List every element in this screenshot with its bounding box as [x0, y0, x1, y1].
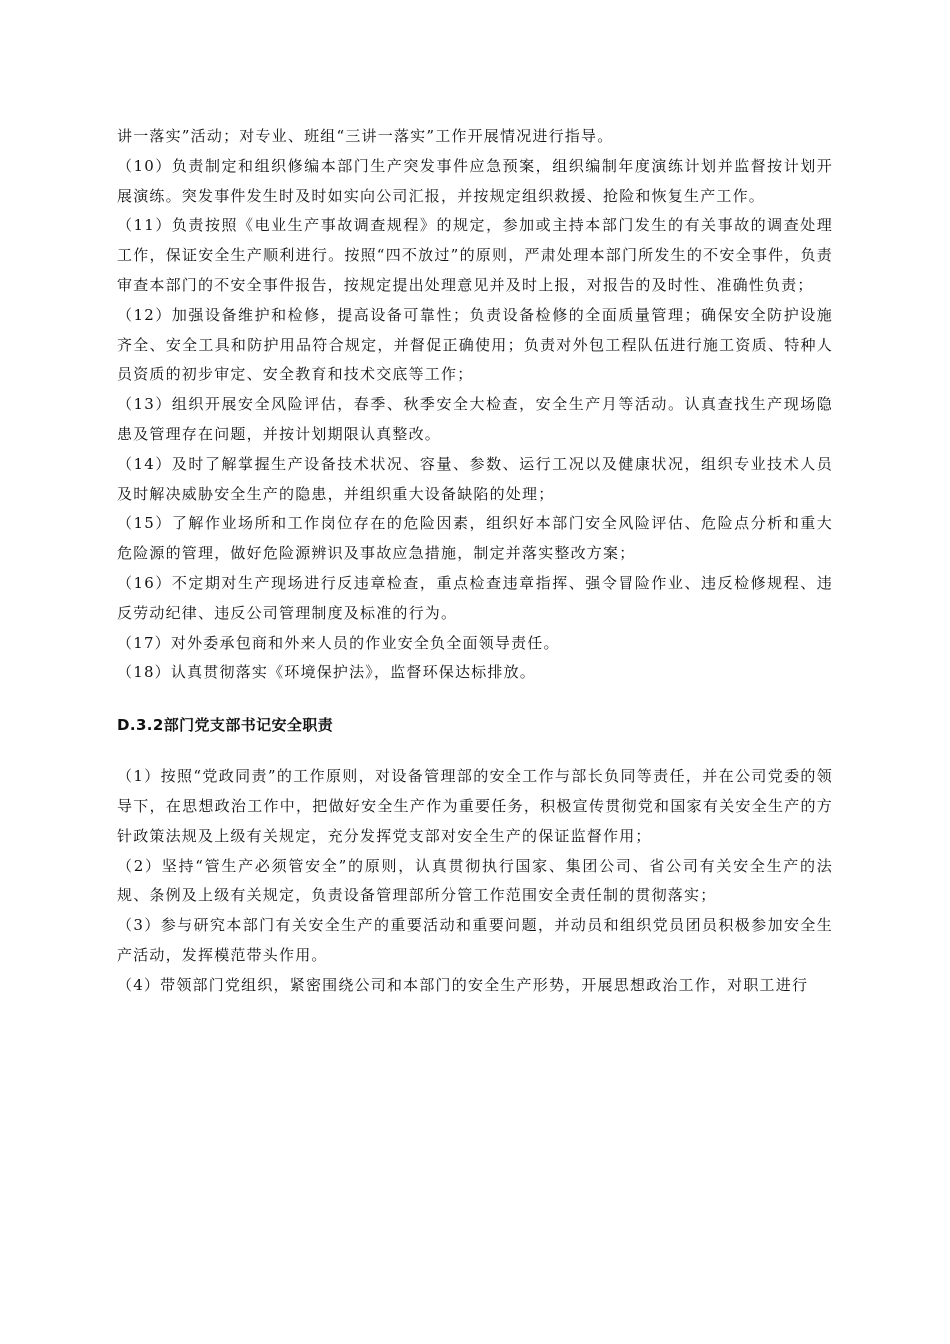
- paragraph-item-1: （1）按照“党政同责”的工作原则，对设备管理部的安全工作与部长负同等责任，并在公司党委的领导下，在思想政治工作中，把做好安全生产作为重要任务，积极宣传贯彻党和国家有关安全生产的方针政策法规及上级有关规定，充分发挥党支部对安全生产的保证监督作用；: [117, 767, 833, 845]
- paragraph-item-15: （15）了解作业场所和工作岗位存在的危险因素，组织好本部门安全风险评估、危险点分析和重大危险源的管理，做好危险源辨识及事故应急措施，制定并落实整改方案；: [117, 514, 833, 563]
- paragraph-item-4: （4）带领部门党组织，紧密围绕公司和本部门的安全生产形势，开展思想政治工作，对职工进行: [117, 975, 809, 994]
- paragraph-item-13: （13）组织开展安全风险评估，春季、秋季安全大检查，安全生产月等活动。认真查找生产现场隐患及管理存在问题，并按计划期限认真整改。: [117, 395, 833, 443]
- document-body: [117, 122, 833, 1001]
- paragraph-item-16: （16）不定期对生产现场进行反违章检查，重点检查违章指挥、强令冒险作业、违反检修规程、违反劳动纪律、违反公司管理制度及标准的行为。: [117, 573, 833, 622]
- paragraph-item-14: （14）及时了解掌握生产设备技术状况、容量、参数、运行工况以及健康状况，组织专业技术人员及时解决威胁安全生产的隐患，并组织重大设备缺陷的处理；: [117, 454, 833, 503]
- paragraph-item-2: （2）坚持“管生产必须管安全”的原则，认真贯彻执行国家、集团公司、省公司有关安全生产的法规、条例及上级有关规定，负责设备管理部所分管工作范围安全责任制的贯彻落实；: [117, 856, 833, 905]
- paragraph-item-3: （3）参与研究本部门有关安全生产的重要活动和重要问题，并动员和组织党员团员积极参加安全生产活动，发挥模范带头作用。: [117, 916, 833, 964]
- paragraph-item-11: （11）负责按照《电业生产事故调查规程》的规定，参加或主持本部门发生的有关事故的调查处理工作，保证安全生产顺利进行。按照“四不放过”的原则，严肃处理本部门所发生的不安全事件，负责审查本部门的不安全事件报告，按规定提出处理意见并及时上报，对报告的及时性、准确性负责；: [117, 216, 833, 294]
- section-heading: D.3.2部门党支部书记安全职责: [117, 716, 334, 735]
- paragraph-item-17: （17）对外委承包商和外来人员的作业安全负全面领导责任。: [117, 633, 560, 652]
- paragraph-continued: 讲一落实”活动；对专业、班组“三讲一落实”工作开展情况进行指导。: [117, 127, 614, 145]
- paragraph-item-10: （10）负责制定和组织修编本部门生产突发事件应急预案，组织编制年度演练计划并监督按计划开展演练。突发事件发生时及时如实向公司汇报，并按规定组织救援、抢险和恢复生产工作。: [117, 156, 833, 205]
- paragraph-item-12: （12）加强设备维护和检修，提高设备可靠性；负责设备检修的全面质量管理；确保安全防护设施齐全、安全工具和防护用品符合规定，并督促正确使用；负责对外包工程队伍进行施工资质、特种人员资质的初步审定、安全教育和技术交底等工作；: [117, 305, 833, 384]
- paragraph-item-18: （18）认真贯彻落实《环境保护法》，监督环保达标排放。: [117, 663, 536, 682]
